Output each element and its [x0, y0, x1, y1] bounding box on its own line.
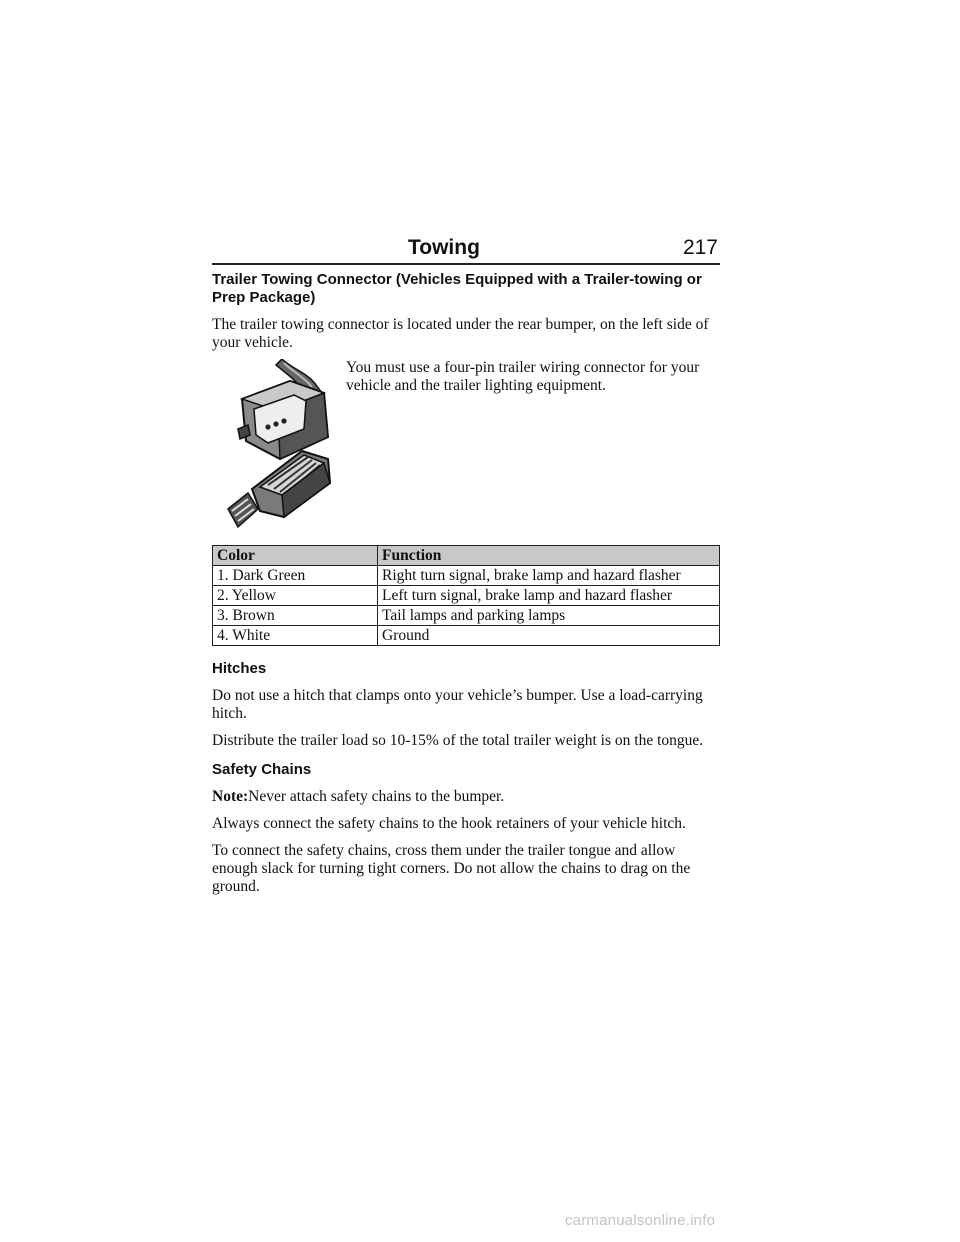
table-row: [213, 626, 720, 646]
hitches-paragraph-2: Distribute the trailer load so 10-15% of the total trailer weight is on the tongue.: [212, 732, 704, 749]
chapter-title: Towing: [408, 236, 480, 259]
table-cell-color: 2. Yellow: [213, 586, 378, 606]
four-pin-connector-icon: [212, 359, 346, 529]
connector-illustration: [212, 359, 346, 529]
figure-caption: You must use a four-pin trailer wiring connector for your vehicle and the trailer lighting equipment.: [346, 359, 700, 394]
table-cell-color: 3. Brown: [213, 606, 378, 626]
chains-paragraph-1: Always connect the safety chains to the hook retainers of your vehicle hitch.: [212, 815, 686, 832]
note-label: Note:: [212, 788, 249, 805]
table-header-function: Function: [378, 546, 720, 566]
manual-page: [212, 228, 720, 896]
connector-figure-row: [212, 359, 720, 533]
table-cell-function: Ground: [378, 626, 720, 646]
section-heading-hitches: Hitches: [212, 660, 267, 677]
table-cell-function: Right turn signal, brake lamp and hazard flasher: [378, 566, 720, 586]
table-row: [213, 566, 720, 586]
note-text: Never attach safety chains to the bumper.: [248, 788, 505, 805]
chains-note: [212, 788, 720, 806]
connector-paragraph: The trailer towing connector is located under the rear bumper, on the left side of your vehicle.: [212, 316, 709, 351]
hitches-paragraph-1: Do not use a hitch that clamps onto your vehicle’s bumper. Use a load-carrying hitch.: [212, 687, 703, 722]
section-heading-chains: Safety Chains: [212, 761, 312, 778]
table-cell-function: Tail lamps and parking lamps: [378, 606, 720, 626]
table-cell-color: 1. Dark Green: [213, 566, 378, 586]
watermark-text: carmanualsonline.info: [565, 1212, 716, 1229]
table-header-color: Color: [213, 546, 378, 566]
section-hitches: [212, 660, 720, 750]
table-row: [213, 586, 720, 606]
table-cell-function: Left turn signal, brake lamp and hazard flasher: [378, 586, 720, 606]
chains-paragraph-2: To connect the safety chains, cross them under the trailer tongue and allow enough slack for turning tight corners. Do not allow the chains to drag on the ground.: [212, 842, 691, 895]
table-cell-color: 4. White: [213, 626, 378, 646]
page-number: 217: [682, 236, 718, 259]
table-header-row: [213, 546, 720, 566]
section-heading-connector: Trailer Towing Connector (Vehicles Equipped with a Trailer-towing or Prep Package): [212, 271, 702, 306]
page-header: [212, 228, 720, 265]
connector-wiring-table: [212, 545, 720, 646]
section-safety-chains: [212, 761, 720, 896]
section-trailer-connector: [212, 271, 720, 533]
table-row: [213, 606, 720, 626]
